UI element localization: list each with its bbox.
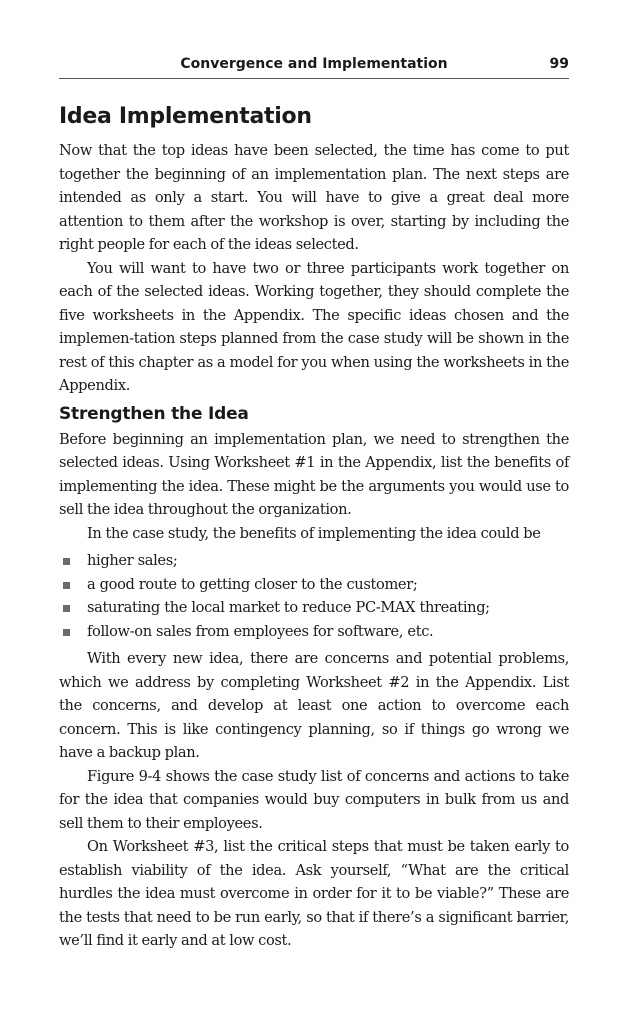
running-title: Convergence and Implementation	[180, 56, 448, 72]
body-paragraph: In the case study, the benefits of implementing the idea could be	[87, 524, 541, 542]
running-header	[59, 52, 569, 79]
list-item-text: a good route to getting closer to the customer;	[87, 575, 418, 593]
body-paragraph: Now that the top ideas have been selected, the time has come to put together the beginning of an implementation plan. The next steps are intended as only a start. You will have to give a great deal more attention to them after the workshop is over, starting by including the right people for each of the ideas selected.	[59, 142, 569, 253]
body-paragraph: Before beginning an implementation plan, we need to strengthen the selected ideas. Using Worksheet #1 in the Appendix, list the benefits of implementing the idea. These might be the arguments you would use to sell the idea throughout the organization.	[59, 430, 569, 518]
body-paragraph: You will want to have two or three participants work together on each of the selected ideas. Working together, they should complete the five worksheets in the Appendix. The specific ideas chosen and the implemen-tation steps planned from the case study will be shown in the rest of this chapter as a model for you when using the worksheets in the Appendix.	[59, 259, 569, 394]
subsection-heading: Strengthen the Idea	[59, 403, 249, 424]
list-item	[59, 549, 569, 573]
body-paragraph: On Worksheet #3, list the critical steps that must be taken early to establish viability of the idea. Ask yourself, “What are the critical hurdles the idea must overcome in order for it to be viable?” These are the tests that need to be run early, so that if there’s a significant barrier, we’ll find it early and at low cost.	[59, 838, 569, 949]
list-item-text: higher sales;	[87, 552, 178, 569]
list-item	[59, 596, 569, 620]
square-bullet-icon	[63, 629, 70, 636]
list-item-text: saturating the local market to reduce PC-MAX threating;	[87, 599, 490, 616]
benefits-list	[59, 549, 569, 643]
body-paragraph: Figure 9-4 shows the case study list of concerns and actions to take for the idea that companies would buy computers in bulk from us and sell them to their employees.	[59, 767, 569, 832]
list-item	[59, 573, 569, 597]
page-number: 99	[549, 56, 569, 72]
list-item	[59, 620, 569, 644]
square-bullet-icon	[63, 605, 70, 612]
book-page	[59, 52, 569, 953]
list-item-text: follow-on sales from employees for software, etc.	[87, 622, 434, 640]
square-bullet-icon	[63, 558, 70, 565]
square-bullet-icon	[63, 582, 70, 589]
section-heading: Idea Implementation	[59, 104, 312, 129]
body-paragraph: With every new idea, there are concerns and potential problems, which we address by completing Worksheet #2 in the Appendix. List the concerns, and develop at least one action to overcome each concern. This is like contingency planning, so if things go wrong we have a backup plan.	[59, 650, 569, 761]
